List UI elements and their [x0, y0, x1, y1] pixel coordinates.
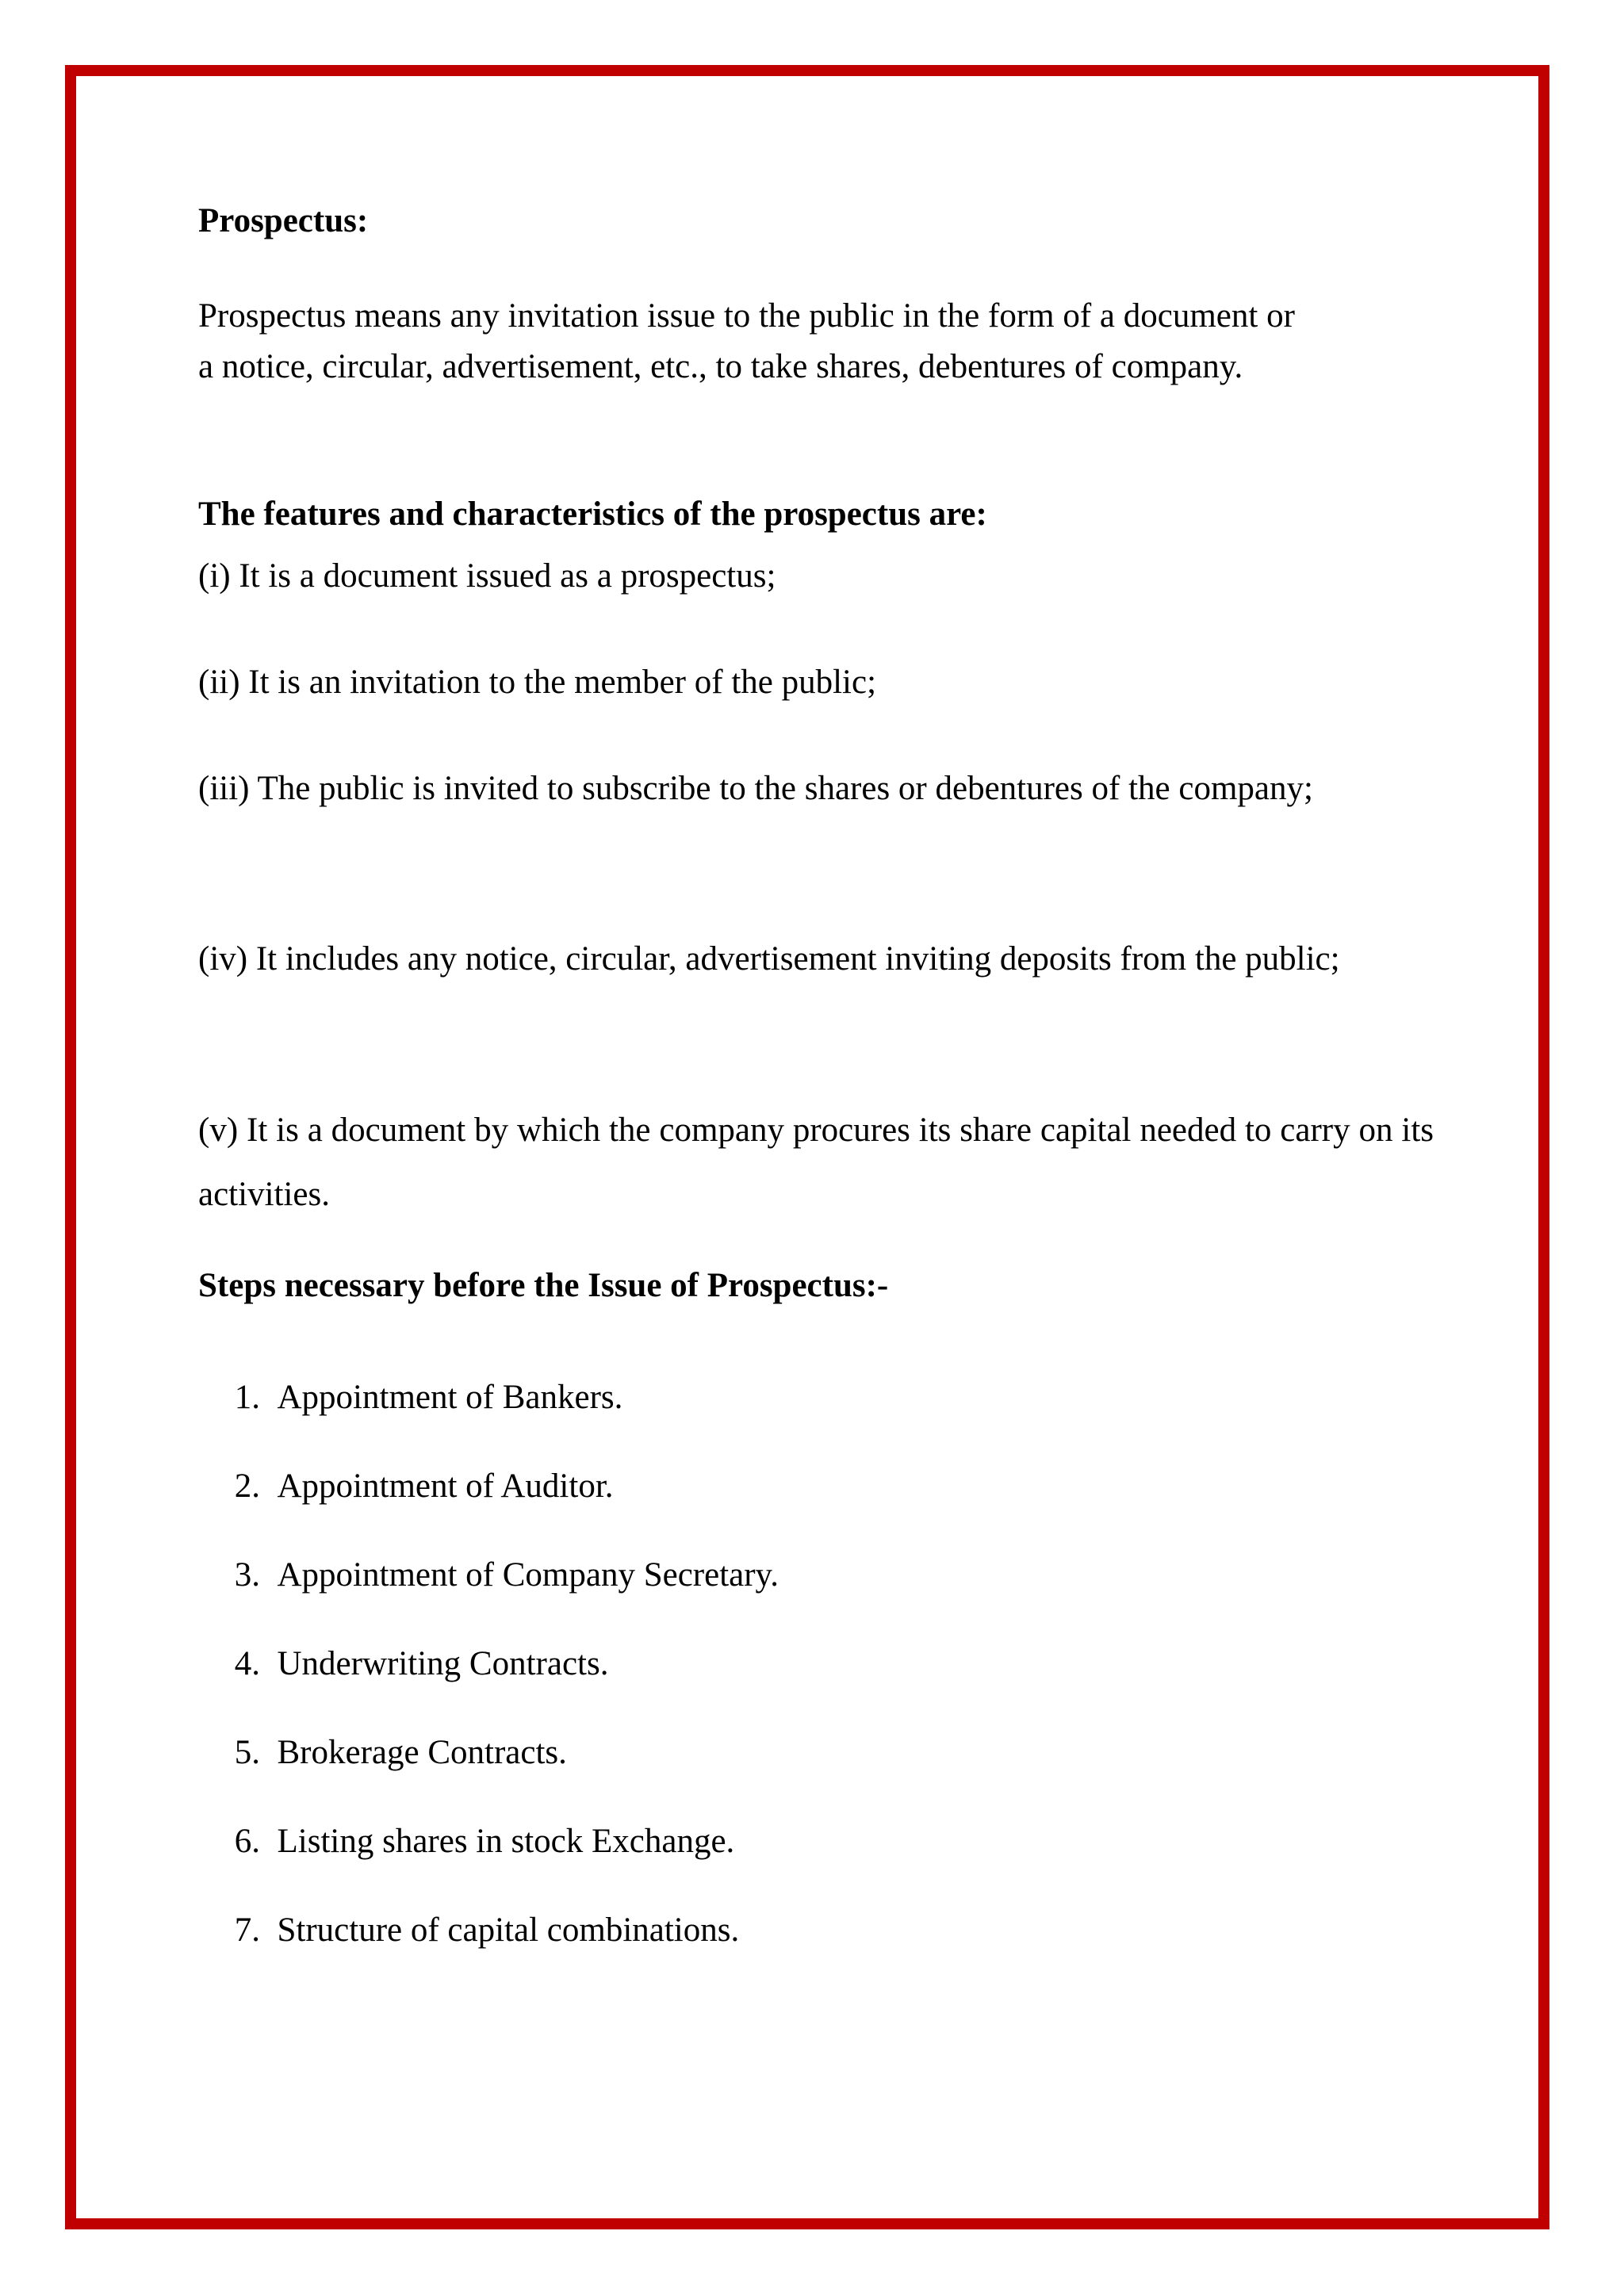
- step-label: Underwriting Contracts.: [277, 1645, 609, 1682]
- step-item: [198, 1911, 1308, 1950]
- step-number: 5.: [234, 1734, 260, 1771]
- step-item: [198, 1556, 1308, 1594]
- step-label: Appointment of Bankers.: [277, 1379, 623, 1416]
- definition-line-1: Prospectus means any invitation issue to the public in the form of a document or: [198, 297, 1295, 335]
- definition-line-2: a notice, circular, advertisement, etc., to take shares, debentures of company.: [198, 348, 1243, 385]
- step-label: Brokerage Contracts.: [277, 1734, 567, 1771]
- step-item: [198, 1644, 1308, 1683]
- features-heading: The features and characteristics of the prospectus are:: [198, 496, 987, 533]
- feature-item-iv: (iv) It includes any notice, circular, advertisement inviting deposits from the public;: [198, 940, 1340, 978]
- step-number: 3.: [234, 1556, 260, 1594]
- step-label: Appointment of Company Secretary.: [277, 1556, 779, 1594]
- step-item: [198, 1378, 1308, 1417]
- step-number: 2.: [234, 1468, 260, 1505]
- step-item: [198, 1822, 1308, 1861]
- step-number: 4.: [234, 1645, 260, 1682]
- step-item: [198, 1467, 1308, 1506]
- step-label: Structure of capital combinations.: [277, 1911, 740, 1949]
- feature-item-ii: (ii) It is an invitation to the member of the public;: [198, 664, 877, 701]
- step-number: 7.: [234, 1911, 260, 1949]
- step-number: 6.: [234, 1823, 260, 1860]
- step-label: Listing shares in stock Exchange.: [277, 1823, 735, 1860]
- feature-item-i: (i) It is a document issued as a prospectus;: [198, 557, 776, 595]
- step-item: [198, 1733, 1308, 1772]
- steps-heading: Steps necessary before the Issue of Prospectus:-: [198, 1267, 889, 1304]
- step-number: 1.: [234, 1379, 260, 1416]
- feature-item-v: (v) It is a document by which the company procures its share capital needed to carry on its activities.: [198, 1112, 1434, 1213]
- feature-item-iii: (iii) The public is invited to subscribe to the shares or debentures of the company;: [198, 770, 1313, 807]
- step-label: Appointment of Auditor.: [277, 1468, 614, 1505]
- document-title: Prospectus:: [198, 202, 369, 239]
